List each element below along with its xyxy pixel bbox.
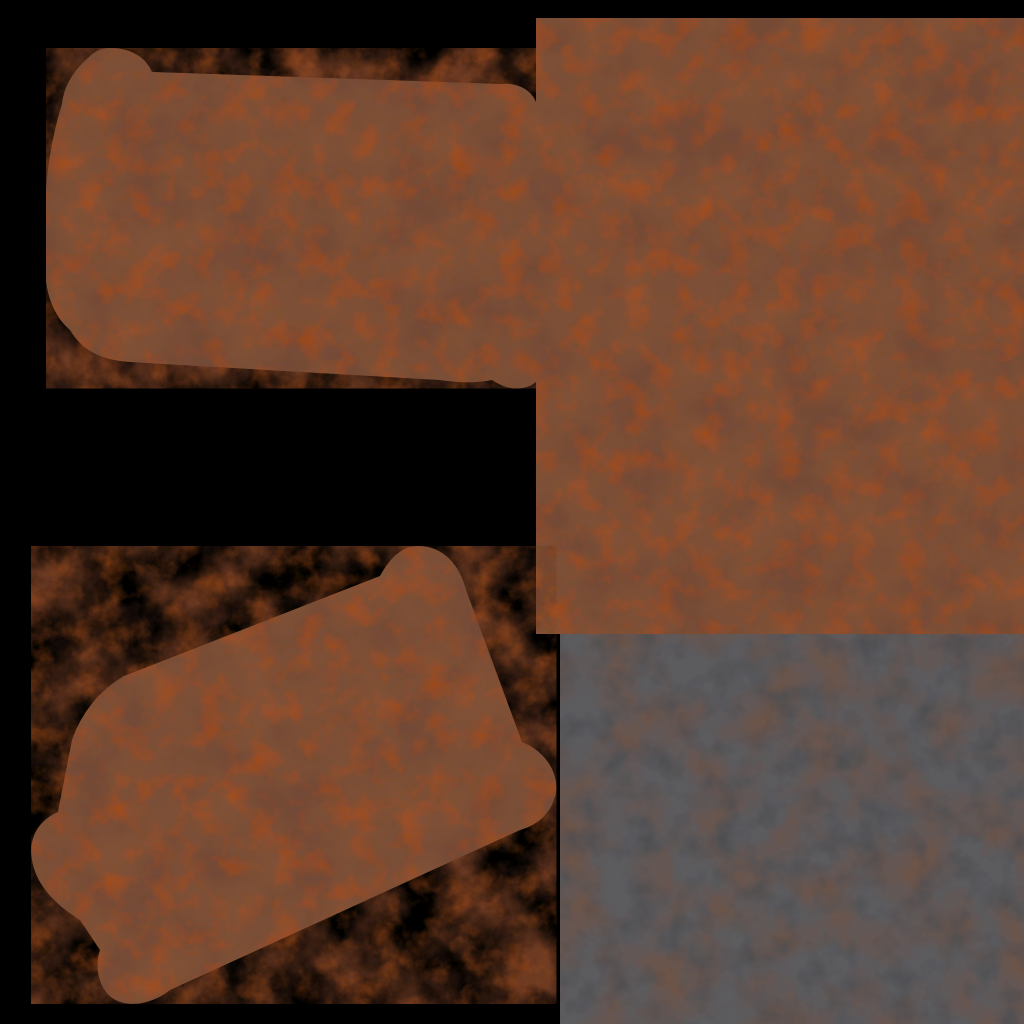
steel-square-bottom-right bbox=[560, 634, 1024, 1024]
rust-blob-top-left bbox=[46, 48, 538, 389]
rust-square-top-right bbox=[536, 18, 1024, 634]
